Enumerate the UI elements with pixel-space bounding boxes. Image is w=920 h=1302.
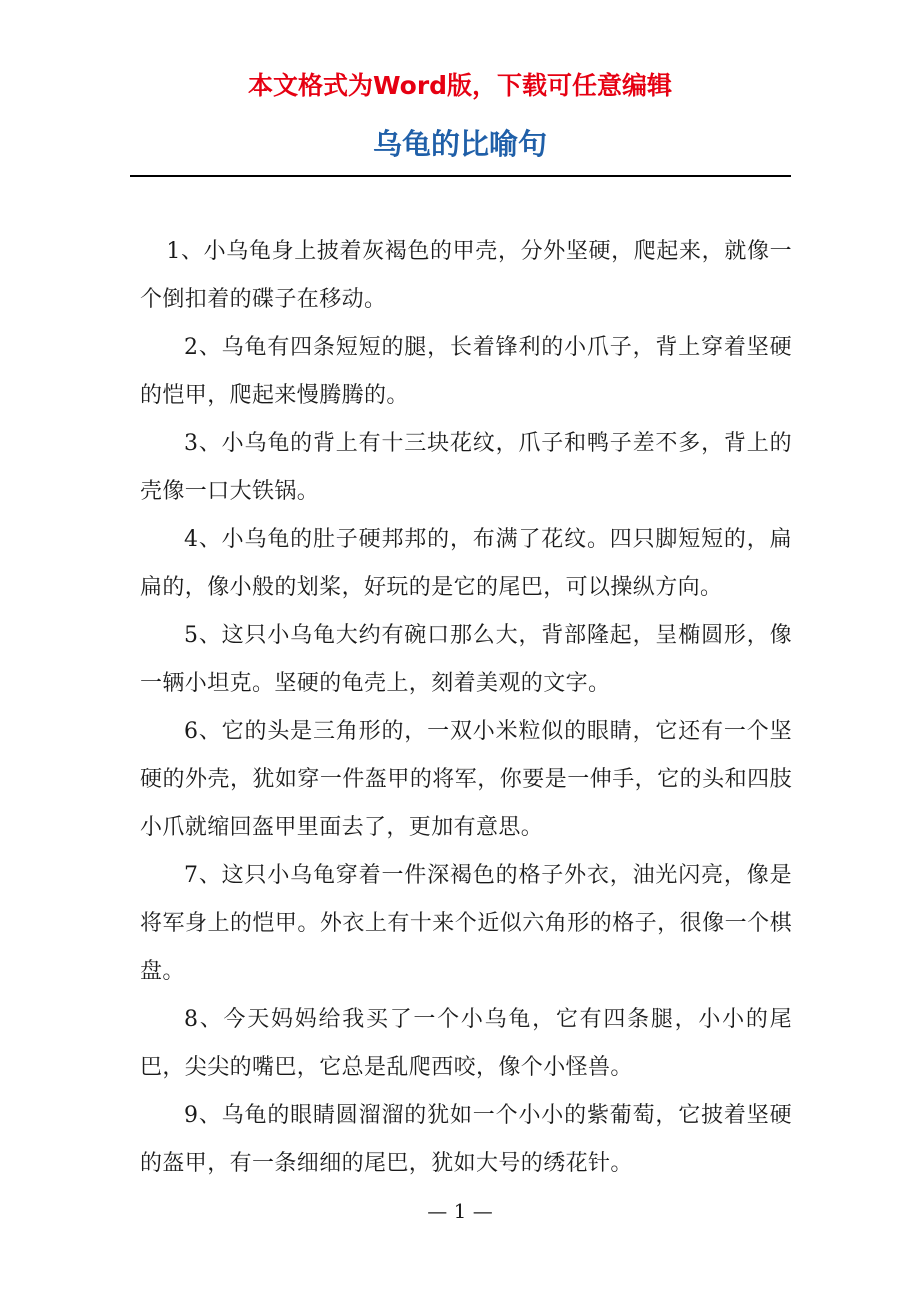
simile-paragraph-8: 8、今天妈妈给我买了一个小乌龟，它有四条腿，小小的尾巴，尖尖的嘴巴，它总是乱爬西咬，像个小怪兽。: [140, 1007, 792, 1080]
simile-paragraph-3: 3、小乌龟的背上有十三块花纹，爪子和鸭子差不多，背上的壳像一口大铁锅。: [140, 431, 792, 504]
simile-paragraph-5: 5、这只小乌龟大约有碗口那么大，背部隆起，呈椭圆形，像一辆小坦克。坚硬的龟壳上，刻着美观的文字。: [140, 623, 792, 696]
simile-paragraph-1: 1、小乌龟身上披着灰褐色的甲壳，分外坚硬，爬起来，就像一个倒扣着的碟子在移动。: [140, 239, 792, 312]
document-title: 乌龟的比喻句: [372, 127, 547, 161]
simile-paragraph-9: 9、乌龟的眼睛圆溜溜的犹如一个小小的紫葡萄，它披着坚硬的盔甲，有一条细细的尾巴，犹如大号的绣花针。: [140, 1103, 792, 1176]
title-divider: [130, 175, 791, 177]
simile-paragraph-4: 4、小乌龟的肚子硬邦邦的，布满了花纹。四只脚短短的，扁扁的，像小般的划桨，好玩的是它的尾巴，可以操纵方向。: [140, 527, 792, 600]
simile-paragraph-2: 2、乌龟有四条短短的腿，长着锋利的小爪子，背上穿着坚硬的恺甲，爬起来慢腾腾的。: [140, 335, 792, 408]
simile-paragraph-7: 7、这只小乌龟穿着一件深褐色的格子外衣，油光闪亮，像是将军身上的恺甲。外衣上有十来个近似六角形的格子，很像一个棋盘。: [140, 863, 792, 984]
document-body: [140, 228, 792, 1188]
format-notice-banner: 本文格式为Word版，下载可任意编辑: [247, 71, 673, 100]
page-number-footer: — 1 —: [427, 1199, 493, 1223]
simile-paragraph-6: 6、它的头是三角形的，一双小米粒似的眼睛，它还有一个坚硬的外壳，犹如穿一件盔甲的将军，你要是一伸手，它的头和四肢小爪就缩回盔甲里面去了，更加有意思。: [140, 719, 792, 840]
